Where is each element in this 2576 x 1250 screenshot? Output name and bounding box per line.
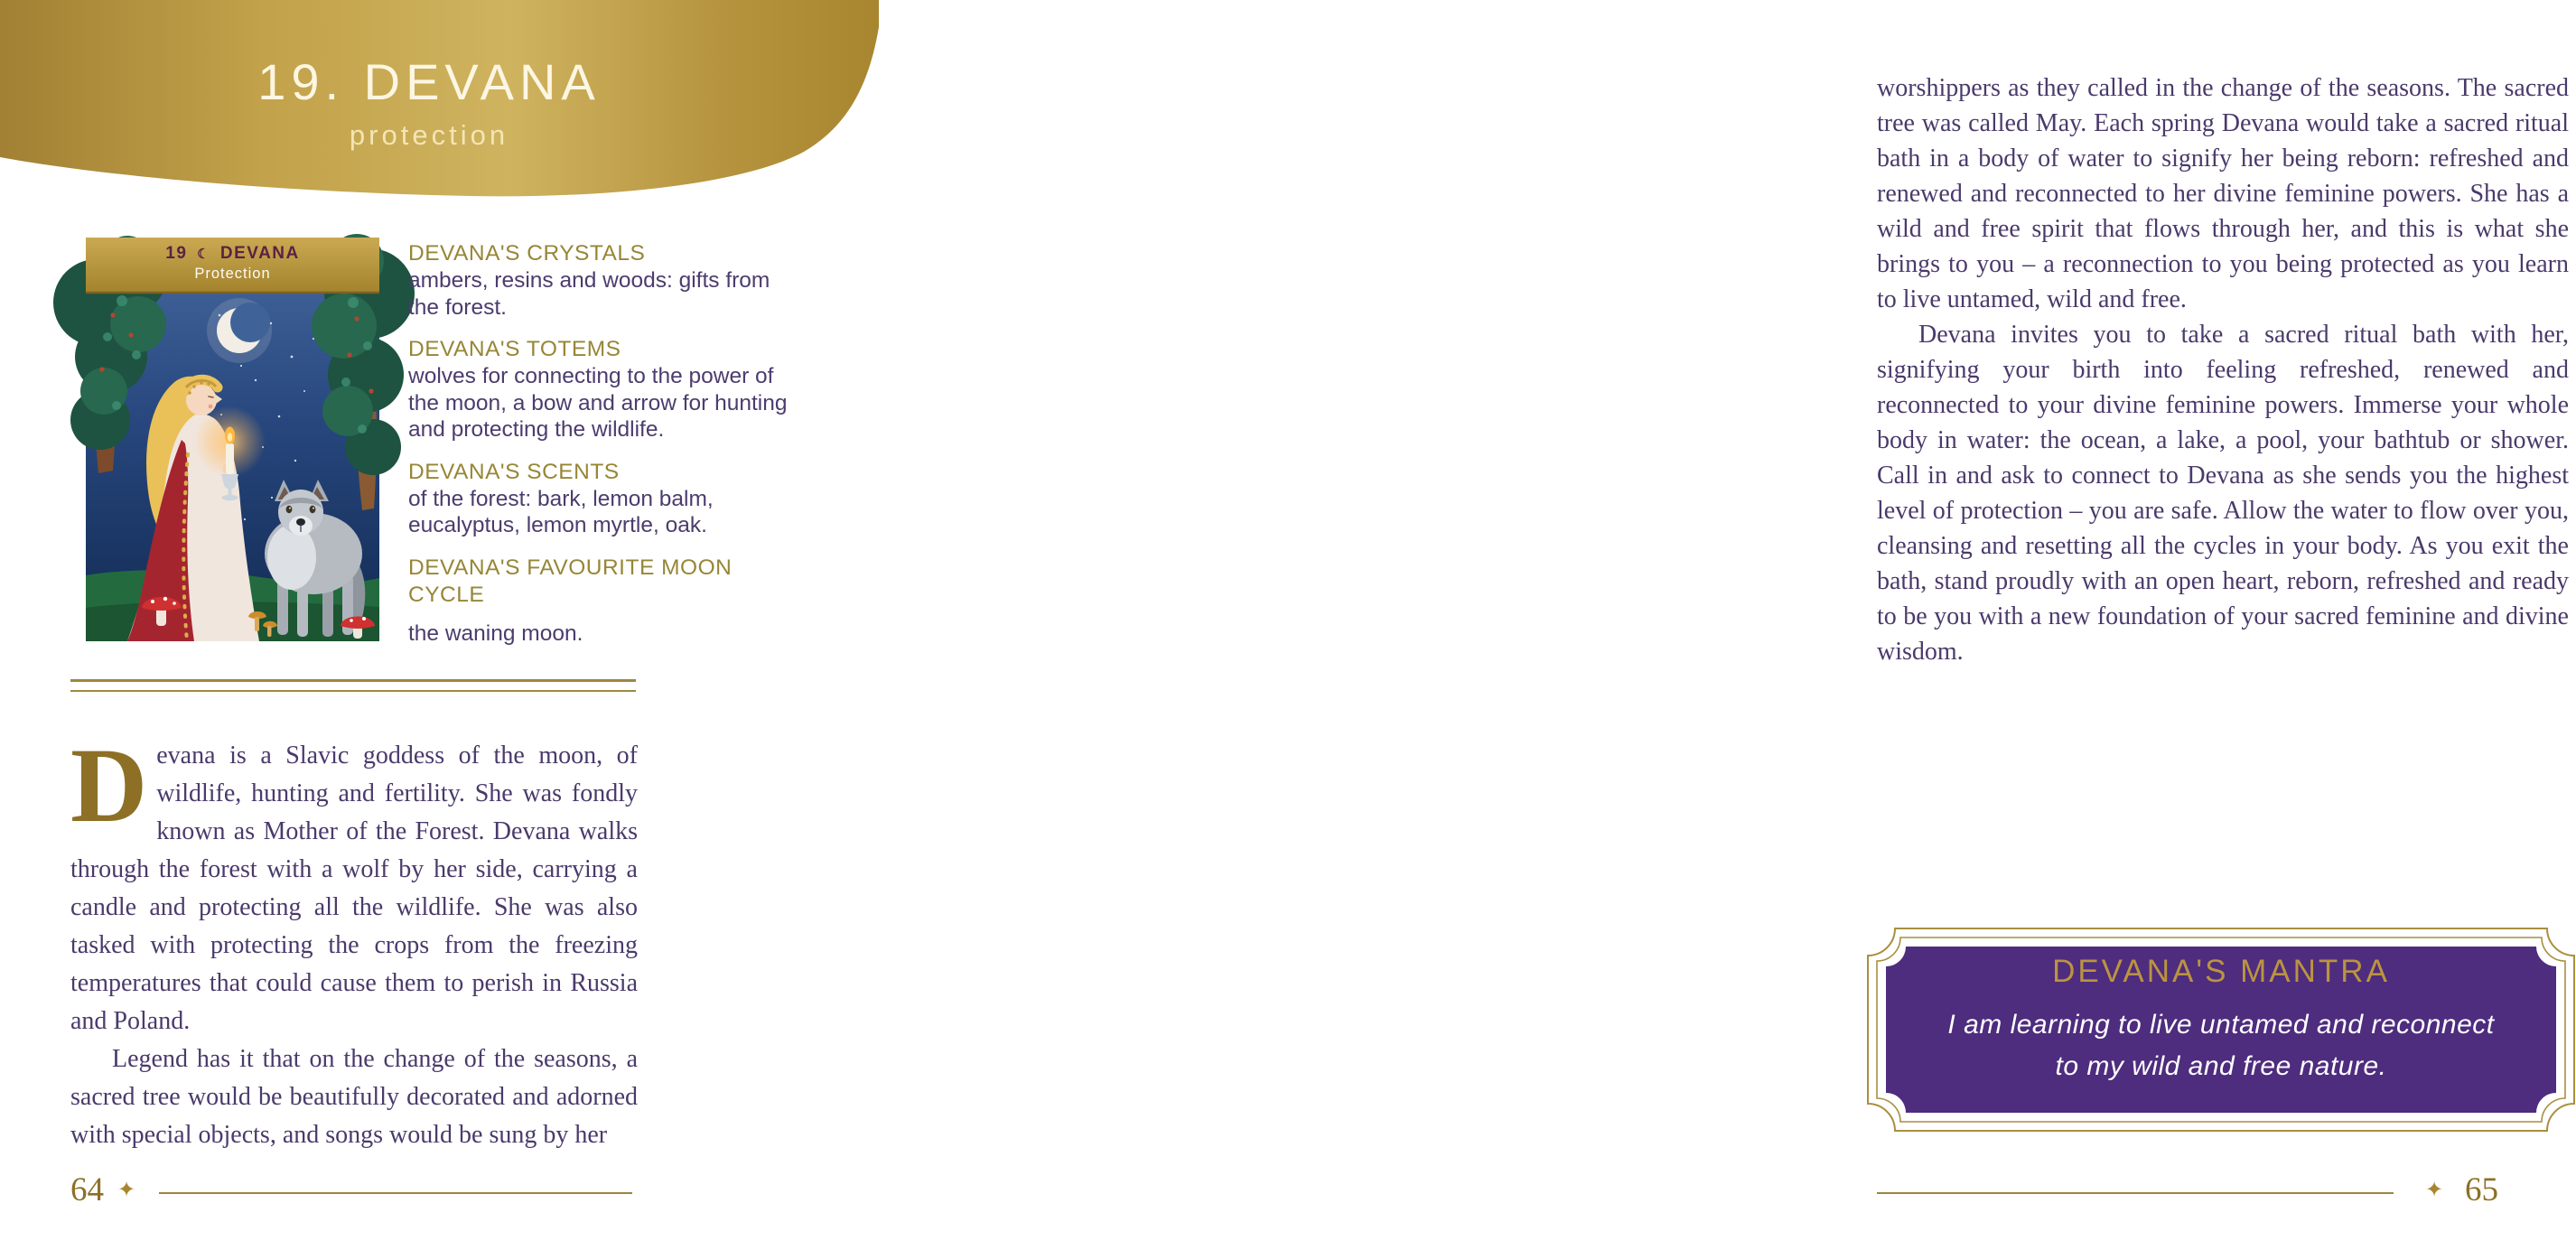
right-body-text — [1877, 70, 2569, 669]
paragraph: Legend has it that on the change of the seasons, a sacred tree would be beautifully decorated and adorned with special objects, and songs would be sung by her — [70, 1045, 638, 1149]
chapter-subtitle: protection — [349, 119, 509, 151]
card-banner-text — [86, 244, 379, 283]
page-number-right: 65 — [2465, 1171, 2498, 1208]
paragraph: Devana invites you to take a sacred ritual bath with her, signifying your birth into feeling refreshed, renewed and reconnected to your divine feminine powers. Immerse your whole body in water: the ocean, a lake, a pool, your bathtub or shower. Call in and ask to connect to Devana as she sends you the highest level of protection – you are safe. Allow the water to flow over you, cleansing and resetting all the cycles in your body. As you exit the bath, stand proudly with an open heart, reborn, refreshed and ready to be you with a new foundation of your sacred feminine and divine wisdom. — [1877, 321, 2569, 666]
sparkle-icon: ✦ — [2425, 1178, 2444, 1202]
mantra-box — [1866, 927, 2576, 1133]
mantra-content — [1902, 954, 2540, 1087]
section-divider — [70, 679, 636, 692]
attribute-heading: DEVANA'S FAVOURITE MOON CYCLE — [408, 555, 733, 607]
attribute-heading: DEVANA'S SCENTS — [408, 459, 620, 484]
paragraph-text: evana is a Slavic goddess of the moon, of wildlife, hunting and fertility. She was fondly known as Mother of the Forest. Devana walks through the forest with a wolf by her side, carrying a candle and protecting all the wildlife. She was also tasked with protecting the crops from the freezing temperatures that could cause them to perish in Russia and Poland. — [70, 742, 638, 1035]
attribute-scents — [408, 459, 795, 539]
footer-rule-left — [159, 1192, 632, 1194]
attribute-heading: DEVANA'S TOTEMS — [408, 337, 621, 361]
attribute-heading: DEVANA'S CRYSTALS — [408, 241, 646, 266]
attribute-body: wolves for connecting to the power of the moon, a bow and arrow for hunting and protecting the wildlife. — [408, 364, 788, 442]
page-number-left: 64 — [70, 1171, 104, 1208]
attribute-moon-cycle — [408, 555, 795, 648]
oracle-card — [86, 238, 379, 641]
card-subtitle: Protection — [194, 266, 271, 282]
card-attributes — [408, 240, 795, 662]
sparkle-icon: ✦ — [117, 1178, 136, 1202]
card-name: DEVANA — [219, 244, 300, 263]
footer-rule-right — [1877, 1192, 2394, 1194]
chapter-title: 19. DEVANA — [257, 53, 601, 110]
mantra-title: DEVANA'S MANTRA — [2052, 954, 2390, 989]
attribute-crystals — [408, 240, 795, 321]
paragraph — [70, 726, 638, 1040]
attribute-body: ambers, resins and woods: gifts from the forest. — [408, 268, 770, 320]
attribute-body: of the forest: bark, lemon balm, eucalyptus, lemon myrtle, oak. — [408, 486, 714, 537]
mantra-text: I am learning to live untamed and reconnect to my wild and free nature. — [1947, 1010, 2495, 1081]
page-left — [0, 0, 879, 1250]
paragraph: worshippers as they called in the change of the seasons. The sacred tree was called May. Each spring Devana would take a sacred ritual bath in a body of water to signify her being reborn: refreshed and renewed and reconnected to her divine feminine powers. She has a wild and free spirit that flows through her, and this is what she brings to you – a reconnection to you being protected as you learn to live untamed, wild and free. — [1877, 74, 2569, 313]
attribute-totems — [408, 336, 795, 443]
left-body-text — [70, 726, 638, 1154]
drop-cap: D — [70, 726, 148, 844]
crescent-icon: ☾ — [197, 247, 211, 262]
card-moon — [207, 298, 272, 363]
card-illustration — [86, 238, 379, 641]
page-right — [879, 0, 2569, 1250]
card-number: 19 — [165, 244, 188, 263]
attribute-body: the waning moon. — [408, 620, 583, 646]
